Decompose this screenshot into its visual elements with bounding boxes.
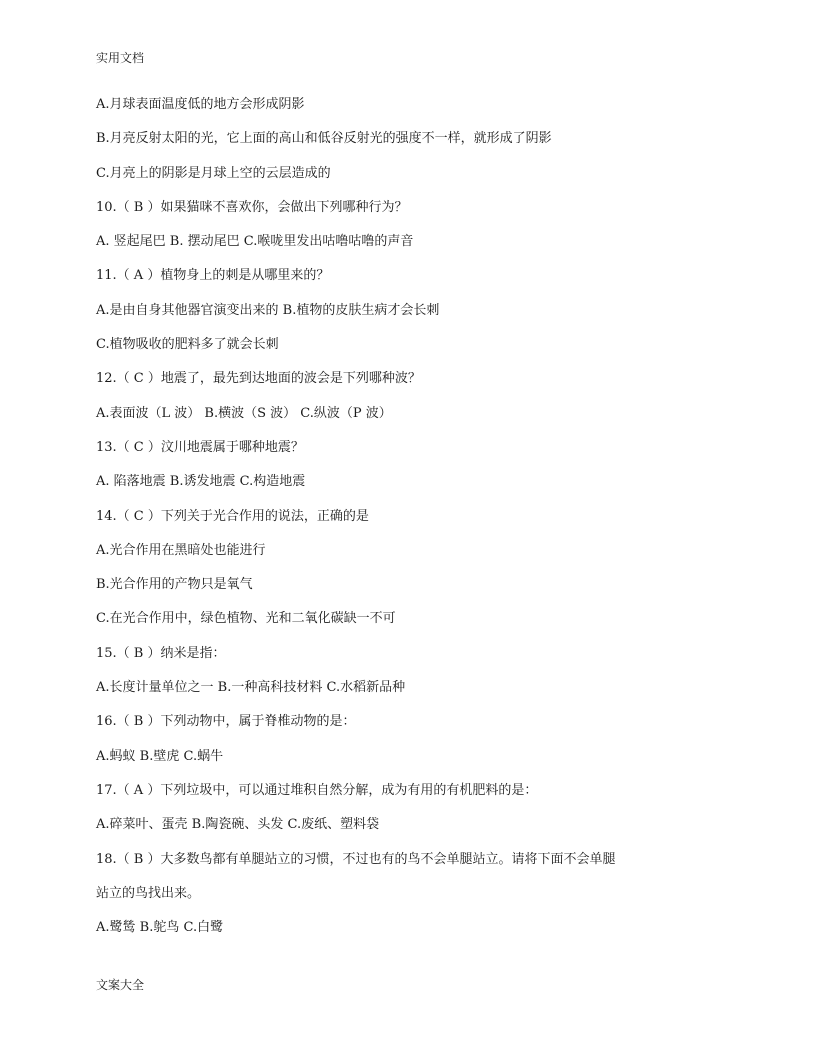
- question-11-options: C.植物吸收的肥料多了就会长刺: [96, 337, 279, 353]
- question-13: 13.（ C ）汶川地震属于哪种地震？: [96, 439, 304, 455]
- question-18-options: A.鹭鸶 B.鸵鸟 C.白鹭: [96, 920, 224, 936]
- question-12-options: A.表面波（L 波） B.横波（S 波） C.纵波（P 波）: [96, 405, 392, 421]
- question-11-options: A.是由自身其他器官演变出来的 B.植物的皮肤生病才会长刺: [96, 302, 440, 318]
- question-10-options: A. 竖起尾巴 B. 摆动尾巴 C.喉咙里发出咕噜咕噜的声音: [96, 234, 414, 250]
- text-line: C.月亮上的阴影是月球上空的云层造成的: [96, 165, 331, 181]
- question-12: 12.（ C ）地震了，最先到达地面的波会是下列哪种波？: [96, 371, 421, 387]
- question-14-options: C.在光合作用中，绿色植物、光和二氧化碳缺一不可: [96, 611, 396, 627]
- question-17: 17.（ A ）下列垃圾中，可以通过堆积自然分解，成为有用的有机肥料的是：: [96, 782, 538, 798]
- question-14-options: A.光合作用在黑暗处也能进行: [96, 542, 266, 558]
- question-18: 站立的鸟找出来。: [96, 885, 201, 901]
- question-16-options: A.蚂蚁 B.壁虎 C.蜗牛: [96, 748, 224, 764]
- question-list: [96, 92, 696, 949]
- question-11: 11.（ A ）植物身上的刺是从哪里来的？: [96, 268, 330, 284]
- question-10: 10.（ B ）如果猫咪不喜欢你，会做出下列哪种行为？: [96, 199, 408, 215]
- text-line: B.月亮反射太阳的光，它上面的高山和低谷反射光的强度不一样，就形成了阴影: [96, 131, 552, 147]
- text-line: A.月球表面温度低的地方会形成阴影: [96, 97, 305, 112]
- question-15: 15.（ B ）纳米是指：: [96, 645, 226, 661]
- question-18: 18.（ B ）大多数鸟都有单腿站立的习惯，不过也有的鸟不会单腿站立。请将下面不会单腿: [96, 851, 616, 867]
- page-header: 实用文档: [96, 51, 145, 65]
- question-16: 16.（ B ）下列动物中，属于脊椎动物的是：: [96, 714, 356, 730]
- question-15-options: A.长度计量单位之一 B.一种高科技材料 C.水稻新品种: [96, 680, 406, 696]
- question-13-options: A. 陷落地震 B.诱发地震 C.构造地震: [96, 474, 306, 490]
- question-14: 14.（ C ）下列关于光合作用的说法，正确的是: [96, 508, 369, 524]
- page-footer: 文案大全: [96, 978, 145, 992]
- question-14-options: B.光合作用的产物只是氧气: [96, 577, 253, 593]
- question-17-options: A.碎菜叶、蛋壳 B.陶瓷碗、头发 C.废纸、塑料袋: [96, 817, 380, 833]
